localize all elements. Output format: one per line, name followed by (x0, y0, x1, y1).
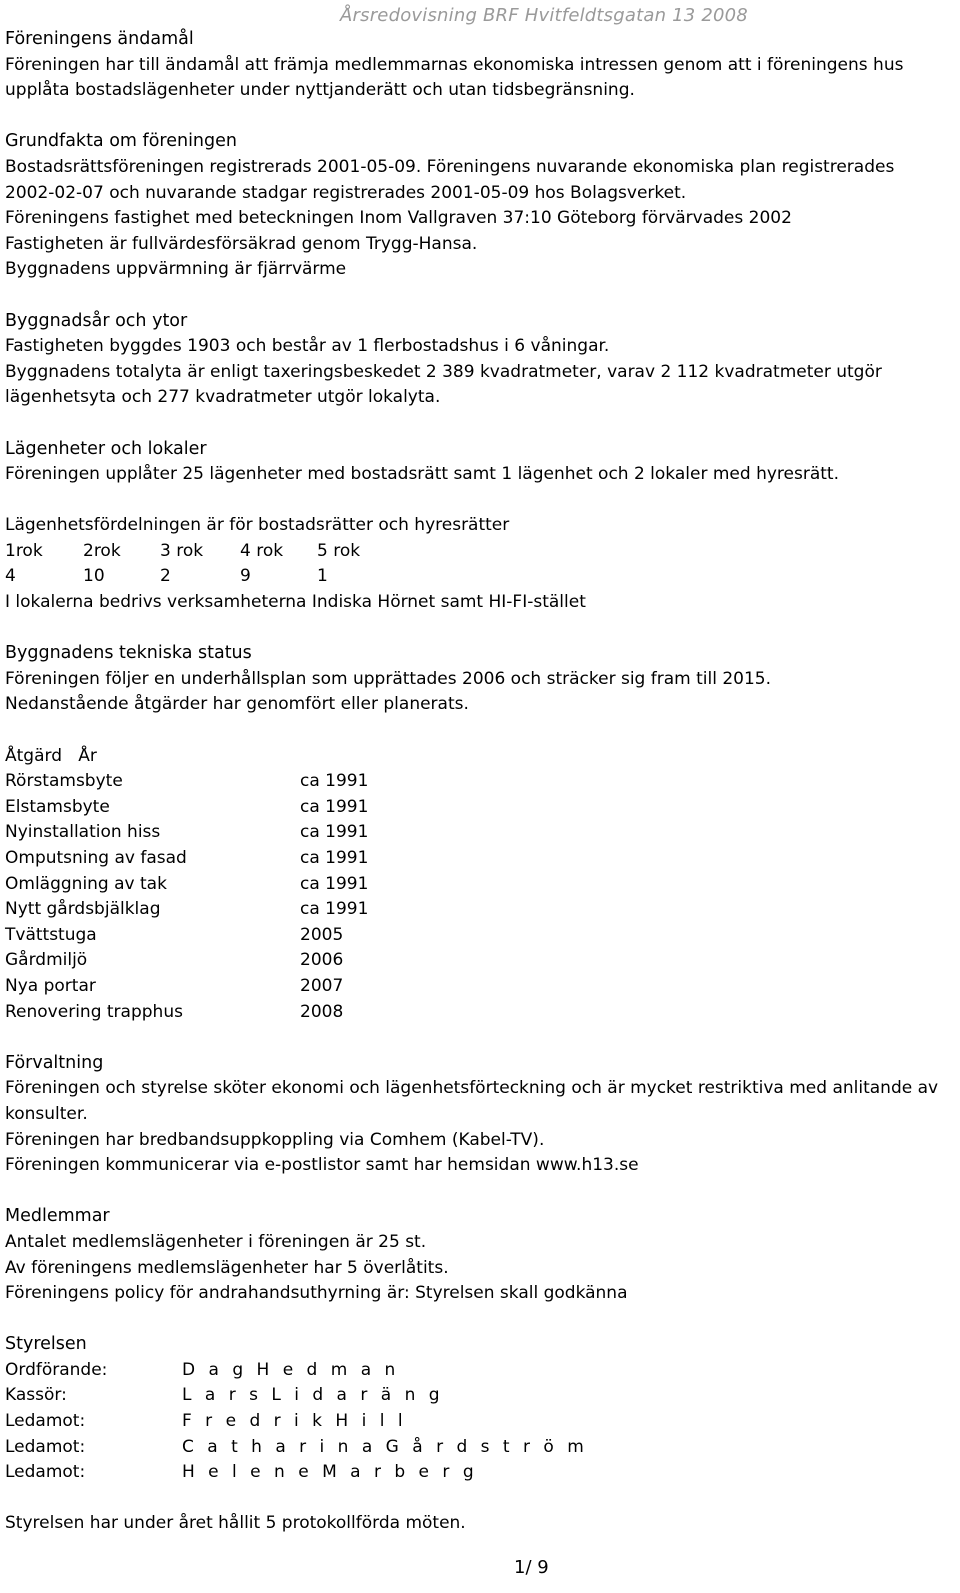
year-cell: 2008 (300, 1001, 344, 1022)
table-row (5, 897, 955, 923)
atgard-cell: Nytt gårdsbjälklag (5, 899, 161, 920)
page-number: 1/ 9 (514, 1557, 549, 1578)
table-row (5, 974, 955, 1000)
byggnadsar-line-1: Fastigheten byggdes 1903 och består av 1 flerbostadshus i 6 våningar. (5, 336, 610, 357)
board-name: H e l e n e M a r b e r g (182, 1462, 478, 1483)
rok-count: 2 (160, 566, 171, 587)
andamal-text-2: upplåta bostadslägenheter under nyttjanderätt och utan tidsbegränsning. (5, 80, 635, 101)
grundfakta-line-4: Fastigheten är fullvärdesförsäkrad genom Trygg-Hansa. (5, 233, 478, 254)
board-name: D a g H e d m a n (182, 1359, 400, 1380)
rok-label: 3 rok (160, 540, 204, 561)
board-role: Kassör: (5, 1385, 67, 1406)
rok-count: 4 (5, 566, 16, 587)
section-title-byggnadsar: Byggnadsår och ytor (5, 310, 188, 331)
grundfakta-line-2: 2002-02-07 och nuvarande stadgar registrerades 2001-05-09 hos Bolagsverket. (5, 182, 687, 203)
medlemmar-line-3: Föreningens policy för andrahandsuthyrning är: Styrelsen skall godkänna (5, 1283, 628, 1304)
forvaltning-line-4: Föreningen kommunicerar via e-postlistor samt har hemsidan www.h13.se (5, 1155, 639, 1176)
rok-count: 1 (317, 566, 328, 587)
forvaltning-line-1: Föreningen och styrelse sköter ekonomi och lägenhetsförteckning och är mycket restriktiva med anlitande av (5, 1078, 939, 1099)
atgard-cell: Gårdmiljö (5, 950, 88, 971)
board-name: F r e d r i k H i l l (182, 1411, 407, 1432)
byggnadsar-line-2: Byggnadens totalyta är enligt taxeringsbeskedet 2 389 kvadratmeter, varav 2 112 kvadratmeter utgör (5, 361, 882, 382)
section-title-styrelsen: Styrelsen (5, 1334, 87, 1355)
table-row (5, 872, 955, 898)
medlemmar-line-2: Av föreningens medlemslägenheter har 5 överlåtits. (5, 1257, 449, 1278)
year-cell: ca 1991 (300, 848, 369, 868)
section-title-tekniska: Byggnadens tekniska status (5, 643, 252, 664)
rok-label: 4 rok (240, 540, 284, 561)
document-body (5, 27, 955, 1537)
year-cell: 2005 (300, 924, 344, 945)
rok-label: 1rok (5, 540, 43, 561)
board-name: C a t h a r i n a G å r d s t r ö m (182, 1436, 588, 1457)
section-title-grundfakta: Grundfakta om föreningen (5, 131, 237, 152)
year-cell: ca 1991 (300, 796, 369, 817)
year-cell: ca 1991 (300, 822, 369, 843)
board-member (5, 1409, 955, 1435)
grundfakta-line-3: Föreningens fastighet med beteckningen Inom Vallgraven 37:10 Göteborg förvärvades 2002 (5, 208, 792, 229)
table-row (5, 1000, 955, 1026)
year-cell: ca 1991 (300, 899, 369, 920)
table-row (5, 820, 955, 846)
section-title-andamal: Föreningens ändamål (5, 29, 194, 49)
atgard-cell: Omläggning av tak (5, 873, 167, 894)
year-cell: 2006 (300, 950, 344, 971)
medlemmar-line-1: Antalet medlemslägenheter i föreningen är 25 st. (5, 1231, 427, 1252)
atgard-cell: Elstamsbyte (5, 796, 110, 817)
board-role: Ledamot: (5, 1411, 86, 1432)
section-title-lagenheter: Lägenheter och lokaler (5, 438, 207, 459)
table-row (5, 948, 955, 974)
rok-label: 5 rok (317, 540, 361, 561)
rok-counts-row (5, 564, 955, 590)
grundfakta-line-5: Byggnadens uppvärmning är fjärrvärme (5, 259, 347, 280)
fordelning-title: Lägenhetsfördelningen är för bostadsrätter och hyresrätter (5, 515, 510, 536)
atgard-cell: Tvättstuga (5, 924, 97, 945)
atgard-cell: Nya portar (5, 975, 96, 996)
rok-count: 9 (240, 566, 251, 587)
board-member (5, 1383, 955, 1409)
board-list (5, 1358, 955, 1486)
forvaltning-line-2: konsulter. (5, 1103, 88, 1124)
tekniska-line-1: Föreningen följer en underhållsplan som upprättades 2006 och sträcker sig fram till 2015. (5, 668, 772, 689)
board-role: Ledamot: (5, 1462, 86, 1483)
byggnadsar-line-3: lägenhetsyta och 277 kvadratmeter utgör lokalyta. (5, 387, 441, 408)
board-member (5, 1435, 955, 1461)
andamal-text-1: Föreningen har till ändamål att främja medlemmarnas ekonomiska intressen genom att i föreningens hus (5, 54, 904, 75)
grundfakta-line-1: Bostadsrättsföreningen registrerads 2001-05-09. Föreningens nuvarande ekonomiska plan registrerades (5, 156, 895, 177)
section-title-medlemmar: Medlemmar (5, 1206, 110, 1227)
table-row (5, 846, 955, 872)
styrelsen-meetings: Styrelsen har under året hållit 5 protokollförda möten. (5, 1513, 466, 1534)
atgard-cell: Renovering trapphus (5, 1001, 183, 1022)
page-header: Årsredovisning BRF Hvitfeldtsgatan 13 2008 (340, 5, 748, 26)
atgard-cell: Omputsning av fasad (5, 848, 187, 868)
table-row (5, 923, 955, 949)
rok-count: 10 (83, 566, 105, 587)
rok-label: 2rok (83, 540, 121, 561)
forvaltning-line-3: Föreningen har bredbandsuppkoppling via Comhem (Kabel-TV). (5, 1129, 545, 1150)
board-role: Ordförande: (5, 1359, 108, 1380)
rok-labels-row (5, 539, 955, 565)
atgard-cell: Nyinstallation hiss (5, 822, 161, 843)
board-member (5, 1460, 955, 1486)
atgard-table-header: Åtgärd År (5, 745, 97, 766)
table-row (5, 769, 955, 795)
lagenheter-line-1: Föreningen upplåter 25 lägenheter med bostadsrätt samt 1 lägenhet och 2 lokaler med hyresrätt. (5, 464, 839, 485)
year-cell: ca 1991 (300, 873, 369, 894)
board-member (5, 1358, 955, 1384)
atgard-cell: Rörstamsbyte (5, 771, 123, 792)
atgard-table (5, 769, 955, 1025)
board-role: Ledamot: (5, 1436, 86, 1457)
section-title-forvaltning: Förvaltning (5, 1052, 104, 1073)
year-cell: ca 1991 (300, 771, 369, 792)
board-name: L a r s L i d a r ä n g (182, 1385, 444, 1406)
tekniska-line-2: Nedanstående åtgärder har genomfört eller planerats. (5, 694, 469, 715)
lokaler-line: I lokalerna bedrivs verksamheterna Indiska Hörnet samt HI-FI-stället (5, 592, 586, 613)
table-row (5, 795, 955, 821)
year-cell: 2007 (300, 975, 344, 996)
